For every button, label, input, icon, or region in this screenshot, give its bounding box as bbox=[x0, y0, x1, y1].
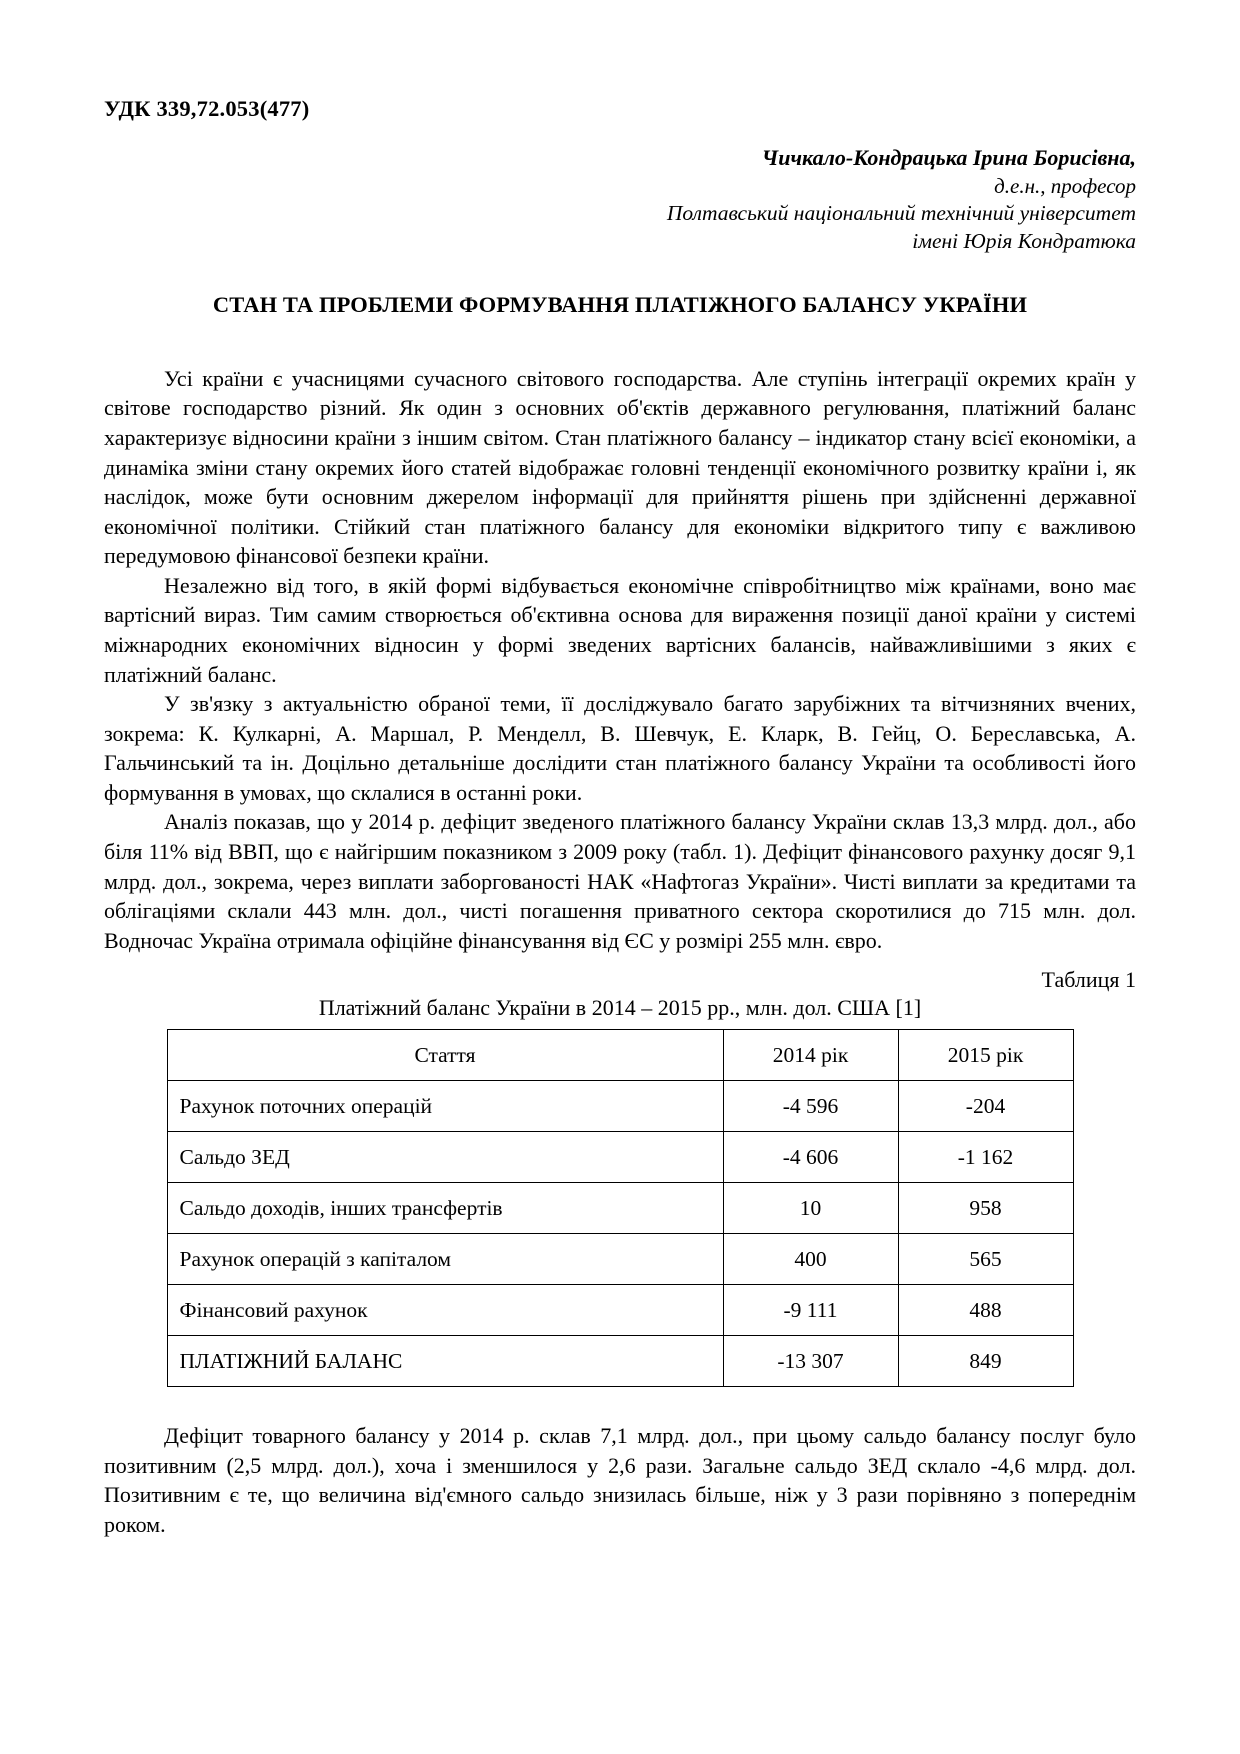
page-title: СТАН ТА ПРОБЛЕМИ ФОРМУВАННЯ ПЛАТІЖНОГО БАЛАНСУ УКРАЇНИ bbox=[212, 291, 1028, 317]
row-value-2015: -204 bbox=[898, 1081, 1073, 1132]
row-value-2015: 958 bbox=[898, 1183, 1073, 1234]
author-name: Чичкало-Кондрацька Ірина Борисівна, bbox=[761, 145, 1136, 170]
table-header-row bbox=[167, 1030, 1073, 1081]
column-header-item: Стаття bbox=[167, 1030, 723, 1081]
table-row bbox=[167, 1336, 1073, 1387]
row-value-2014: 10 bbox=[723, 1183, 898, 1234]
row-value-2015: -1 162 bbox=[898, 1132, 1073, 1183]
row-value-2015: 849 bbox=[898, 1336, 1073, 1387]
affiliation-line-1: Полтавський національний технічний університет bbox=[666, 200, 1136, 225]
balance-of-payments-table bbox=[167, 1029, 1074, 1387]
row-value-2015: 488 bbox=[898, 1285, 1073, 1336]
paragraph-4: Аналіз показав, що у 2014 р. дефіцит зведеного платіжного балансу України склав 13,3 млрд. дол., або біля 11% від ВВП, що є найгіршим показником з 2009 року (табл. 1). Дефіцит фінансового рахунку досяг 9,1 млрд. дол., зокрема, через виплати заборгованості НАК «Нафтогаз України». Чисті виплати за кредитами та облігаціями склали 443 млн. дол., чисті погашення приватного сектора скоротилися до 715 млн. дол. Водночас Україна отримала офіційне фінансування від ЄС у розмірі 255 млн. євро. bbox=[104, 809, 1136, 953]
row-item-label: Сальдо доходів, інших трансфертів bbox=[167, 1183, 723, 1234]
article-body bbox=[104, 364, 1136, 956]
table-row bbox=[167, 1234, 1073, 1285]
row-item-label: Рахунок поточних операцій bbox=[167, 1081, 723, 1132]
table-row bbox=[167, 1081, 1073, 1132]
row-value-2014: -4 596 bbox=[723, 1081, 898, 1132]
row-value-2014: -9 111 bbox=[723, 1285, 898, 1336]
row-item-label: ПЛАТІЖНИЙ БАЛАНС bbox=[167, 1336, 723, 1387]
column-header-2014: 2014 рік bbox=[723, 1030, 898, 1081]
table-row bbox=[167, 1183, 1073, 1234]
row-value-2015: 565 bbox=[898, 1234, 1073, 1285]
row-item-label: Рахунок операцій з капіталом bbox=[167, 1234, 723, 1285]
table-row bbox=[167, 1132, 1073, 1183]
row-value-2014: -13 307 bbox=[723, 1336, 898, 1387]
row-item-label: Сальдо ЗЕД bbox=[167, 1132, 723, 1183]
article-body-after-table bbox=[104, 1421, 1136, 1539]
row-value-2014: -4 606 bbox=[723, 1132, 898, 1183]
paragraph-5: Дефіцит товарного балансу у 2014 р. склав 7,1 млрд. дол., при цьому сальдо балансу послуг було позитивним (2,5 млрд. дол.), хоча і зменшилося у 2,6 рази. Загальне сальдо ЗЕД склало -4,6 млрд. дол. Позитивним є те, що величина від'ємного сальдо знизилась більше, ніж у 3 рази порівняно з попереднім роком. bbox=[104, 1423, 1136, 1538]
author-degree: д.е.н., професор bbox=[994, 173, 1136, 198]
paragraph-2: Незалежно від того, в якій формі відбувається економічне співробітництво між країнами, воно має вартісний вираз. Тим самим створюється об'єктивна основа для вираження позиції даної країни у системі міжнародних економічних відносин у формі зведених вартісних балансів, найважливішими з яких є платіжний баланс. bbox=[104, 572, 1136, 687]
table-row bbox=[167, 1285, 1073, 1336]
column-header-2015: 2015 рік bbox=[898, 1030, 1073, 1081]
row-item-label: Фінансовий рахунок bbox=[167, 1285, 723, 1336]
paragraph-1: Усі країни є учасницями сучасного світового господарства. Але ступінь інтеграції окремих країн у світове господарство різний. Як один з основних об'єктів державного регулювання, платіжний баланс характеризує відносини країни з іншим світом. Стан платіжного балансу – індикатор стану всієї економіки, а динаміка зміни стану окремих його статей відображає головні тенденції економічного розвитку країни і, як наслідок, може бути основним джерелом інформації для прийняття рішень при здійсненні державної економічної політики. Стійкий стан платіжного балансу для економіки відкритого типу є важливою передумовою фінансової безпеки країни. bbox=[104, 365, 1136, 569]
udk-code: УДК 339,72.053(477) bbox=[104, 96, 310, 121]
row-value-2014: 400 bbox=[723, 1234, 898, 1285]
affiliation-line-2: імені Юрія Кондратюка bbox=[912, 228, 1136, 253]
table-number-label: Таблиця 1 bbox=[1041, 967, 1136, 993]
author-block bbox=[104, 144, 1136, 256]
paragraph-3: У зв'язку з актуальністю обраної теми, її досліджувало багато зарубіжних та вітчизняних вчених, зокрема: К. Кулкарні, А. Маршал, Р. Менделл, В. Шевчук, Е. Кларк, В. Гейц, О. Береславська, А. Гальчинський та ін. Доцільно детальніше дослідити стан платіжного балансу України та особливості його формування в умовах, що склалися в останні роки. bbox=[104, 691, 1136, 805]
table-caption: Платіжний баланс України в 2014 – 2015 рр., млн. дол. США [1] bbox=[318, 995, 922, 1021]
